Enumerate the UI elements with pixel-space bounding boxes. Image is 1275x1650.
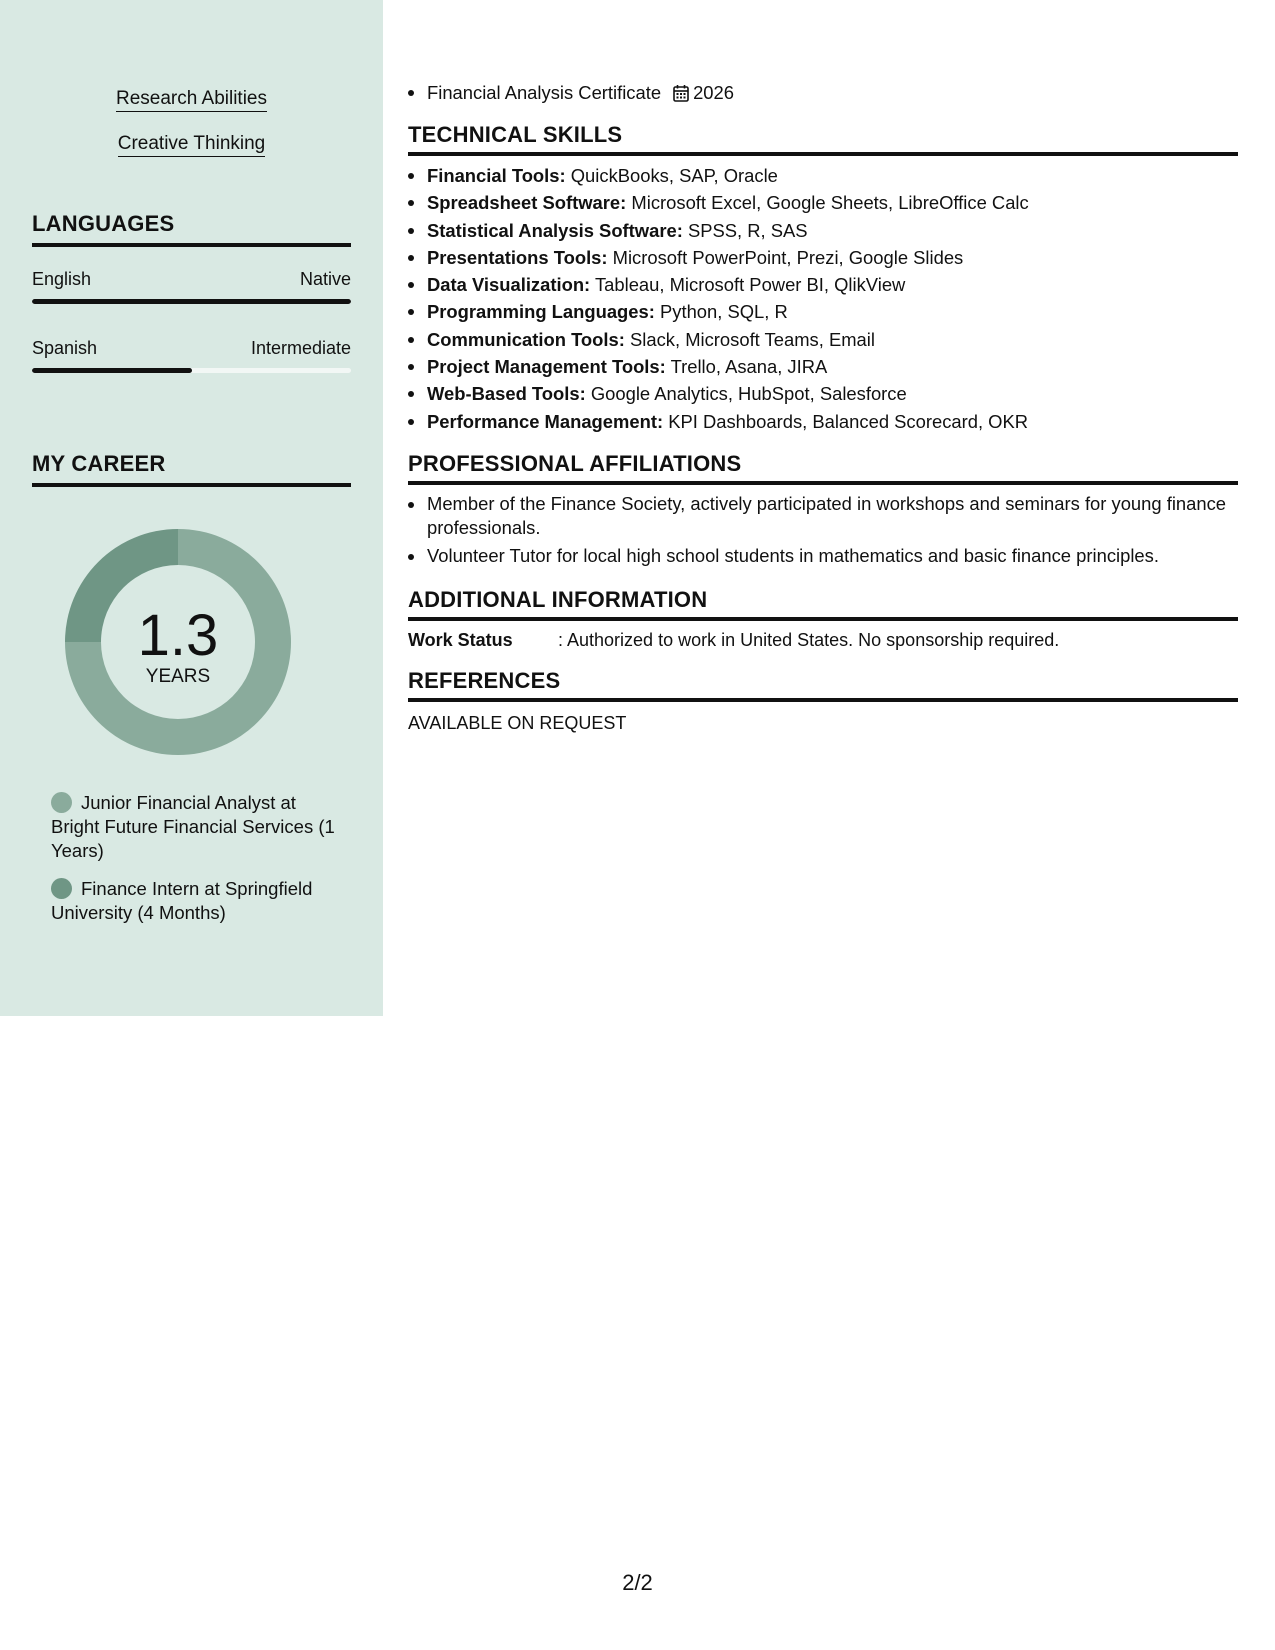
skill-values: Trello, Asana, JIRA <box>670 356 828 378</box>
technical-skill-item <box>408 353 1238 380</box>
language-name: Spanish <box>32 338 98 358</box>
career-role: Finance Intern at Springfield University (4 Months) <box>51 878 313 923</box>
skill-values: QuickBooks, SAP, Oracle <box>570 165 778 186</box>
skill-research-abilities[interactable] <box>0 87 383 111</box>
legend-dot-icon <box>51 878 72 899</box>
work-status-row <box>408 628 1059 652</box>
technical-skill-item <box>408 326 1238 353</box>
skill-category: Spreadsheet Software: <box>427 192 627 214</box>
certifications-list <box>408 79 1238 106</box>
language-row-spanish <box>32 337 351 359</box>
language-level: Native <box>299 269 351 289</box>
affiliation-item: Member of the Finance Society, actively participated in workshops and seminars for young finance professionals. <box>408 492 1238 540</box>
skill-label: Creative Thinking <box>118 133 266 157</box>
skill-category: Presentations Tools: <box>427 246 608 268</box>
technical-skill-item <box>408 298 1238 325</box>
affiliations-list <box>408 492 1238 572</box>
language-row-english <box>32 268 351 290</box>
language-bar-fill <box>32 299 351 304</box>
certificate-item <box>408 79 1238 106</box>
language-bar-english <box>32 299 351 304</box>
skill-category: Programming Languages: <box>427 301 655 323</box>
career-legend-item <box>51 877 341 925</box>
skill-category: Web-Based Tools: <box>427 383 586 405</box>
references-heading: REFERENCES <box>408 668 1238 702</box>
career-donut-chart <box>63 527 293 757</box>
skill-values: Tableau, Microsoft Power BI, QlikView <box>594 274 906 296</box>
certificate-year: 2026 <box>693 82 734 103</box>
affiliation-item: Volunteer Tutor for local high school students in mathematics and basic finance principles. <box>408 544 1238 568</box>
skill-category: Financial Tools: <box>427 165 566 186</box>
sidebar <box>0 0 383 1016</box>
career-legend-item <box>51 791 341 863</box>
calendar-icon <box>673 84 689 102</box>
work-status-label: Work Status <box>408 630 513 650</box>
technical-skills-heading: TECHNICAL SKILLS <box>408 122 1238 156</box>
technical-skill-item <box>408 380 1238 407</box>
career-unit: YEARS <box>145 666 211 687</box>
language-bar-fill <box>32 368 192 373</box>
skill-values: Google Analytics, HubSpot, Salesforce <box>590 383 907 405</box>
technical-skill-item <box>408 244 1238 271</box>
skill-category: Statistical Analysis Software: <box>427 219 683 241</box>
skill-values: Python, SQL, R <box>660 301 788 323</box>
technical-skill-item <box>408 189 1238 216</box>
additional-info-heading: ADDITIONAL INFORMATION <box>408 587 1238 621</box>
skill-label: Research Abilities <box>116 88 267 112</box>
language-level: Intermediate <box>250 338 351 358</box>
language-bar-spanish <box>32 368 351 373</box>
career-role: Junior Financial Analyst at Bright Future Financial Services (1 Years) <box>51 792 335 861</box>
skill-category: Data Visualization: <box>427 274 591 296</box>
career-heading: MY CAREER <box>32 451 351 487</box>
skill-category: Communication Tools: <box>427 328 625 350</box>
language-name: English <box>32 269 92 289</box>
skill-values: Slack, Microsoft Teams, Email <box>630 328 875 350</box>
skill-values: KPI Dashboards, Balanced Scorecard, OKR <box>668 410 1029 432</box>
page-number: 2/2 <box>622 1570 653 1595</box>
references-text: AVAILABLE ON REQUEST <box>408 713 627 733</box>
skill-creative-thinking[interactable] <box>0 132 383 156</box>
skill-values: Microsoft PowerPoint, Prezi, Google Slides <box>612 246 964 268</box>
certificate-name: Financial Analysis Certificate <box>427 82 662 103</box>
languages-heading: LANGUAGES <box>32 211 351 247</box>
career-total: 1.3 <box>137 603 219 668</box>
technical-skill-item <box>408 217 1238 244</box>
technical-skill-item <box>408 271 1238 298</box>
skill-values: Microsoft Excel, Google Sheets, LibreOffice Calc <box>631 192 1029 214</box>
technical-skill-item <box>408 408 1238 435</box>
skill-category: Project Management Tools: <box>427 356 666 378</box>
skill-category: Performance Management: <box>427 410 664 432</box>
work-status-value: : Authorized to work in United States. No sponsorship required. <box>558 630 1060 650</box>
skill-values: SPSS, R, SAS <box>687 219 808 241</box>
technical-skill-item <box>408 162 1238 189</box>
affiliations-heading: PROFESSIONAL AFFILIATIONS <box>408 451 1238 485</box>
technical-skills-list <box>408 162 1238 435</box>
legend-dot-icon <box>51 792 72 813</box>
